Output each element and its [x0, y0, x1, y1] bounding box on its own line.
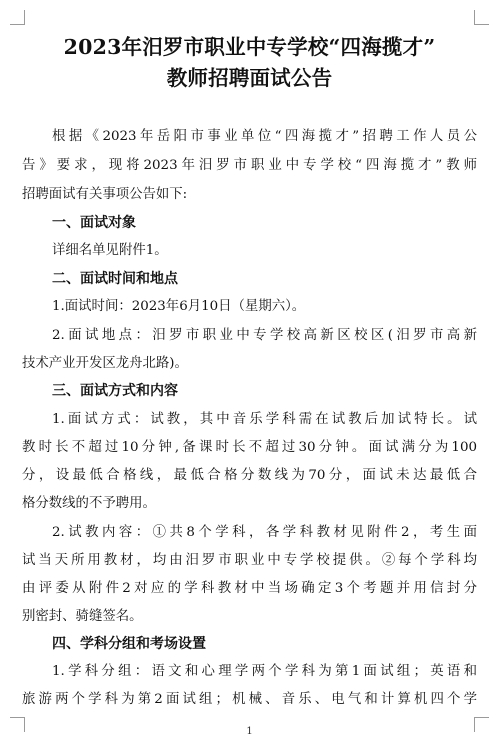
intro-line: 根据《2023年岳阳市事业单位“四海揽才”招聘工作人员公: [52, 129, 477, 144]
body-line: 技术产业开发区龙舟北路)。: [22, 356, 188, 371]
title-line-1: 2023年汨罗市职业中专学校“四海揽才”: [63, 35, 436, 59]
body-line: 分，设最低合格线，最低合格分数线为70分，面试未达最低合: [22, 468, 477, 483]
body-line: 教时长不超过10分钟,备课时长不超过30分钟。面试满分为100: [22, 440, 477, 455]
body-line: 由评委从附件2对应的学科教材中当场确定3个考题并用信封分: [22, 581, 477, 596]
section-heading: 三、面试方式和内容: [52, 383, 178, 399]
body-line: 1.面试方式：试教，其中音乐学科需在试教后加试特长。试: [52, 412, 477, 427]
crop-mark-top-right: [474, 10, 489, 25]
body-line: 格分数线的不予聘用。: [22, 496, 156, 511]
page-number: 1: [246, 726, 253, 737]
section-heading: 一、面试对象: [52, 215, 136, 231]
body-line: 试当天所用教材，均由汨罗市职业中专学校提供。②每个学科均: [22, 553, 477, 568]
crop-mark-top-left: [10, 10, 25, 25]
body-line: 2.试教内容：①共8个学科，各学科教材见附件2，考生面: [52, 525, 477, 540]
body-line: 别密封、骑缝签名。: [22, 609, 143, 624]
title-line-2: 教师招聘面试公告: [166, 66, 333, 90]
body-line: 旅游两个学科为第2面试组；机械、音乐、电气和计算机四个学: [22, 692, 477, 707]
section-heading: 二、面试时间和地点: [52, 271, 178, 287]
section-heading: 四、学科分组和考场设置: [52, 636, 206, 652]
intro-line: 告》要求，现将2023年汨罗市职业中专学校“四海揽才”教师: [22, 158, 477, 173]
body-line: 1.学科分组：语文和心理学两个学科为第1面试组；英语和: [52, 664, 477, 679]
intro-line: 招聘面试有关事项公告如下:: [22, 187, 188, 202]
body-line: 1.面试时间：2023年6月10日（星期六）。: [52, 299, 306, 314]
body-line: 详细名单见附件1。: [52, 243, 168, 258]
body-line: 2.面试地点：汨罗市职业中专学校高新区校区(汨罗市高新: [52, 328, 477, 343]
